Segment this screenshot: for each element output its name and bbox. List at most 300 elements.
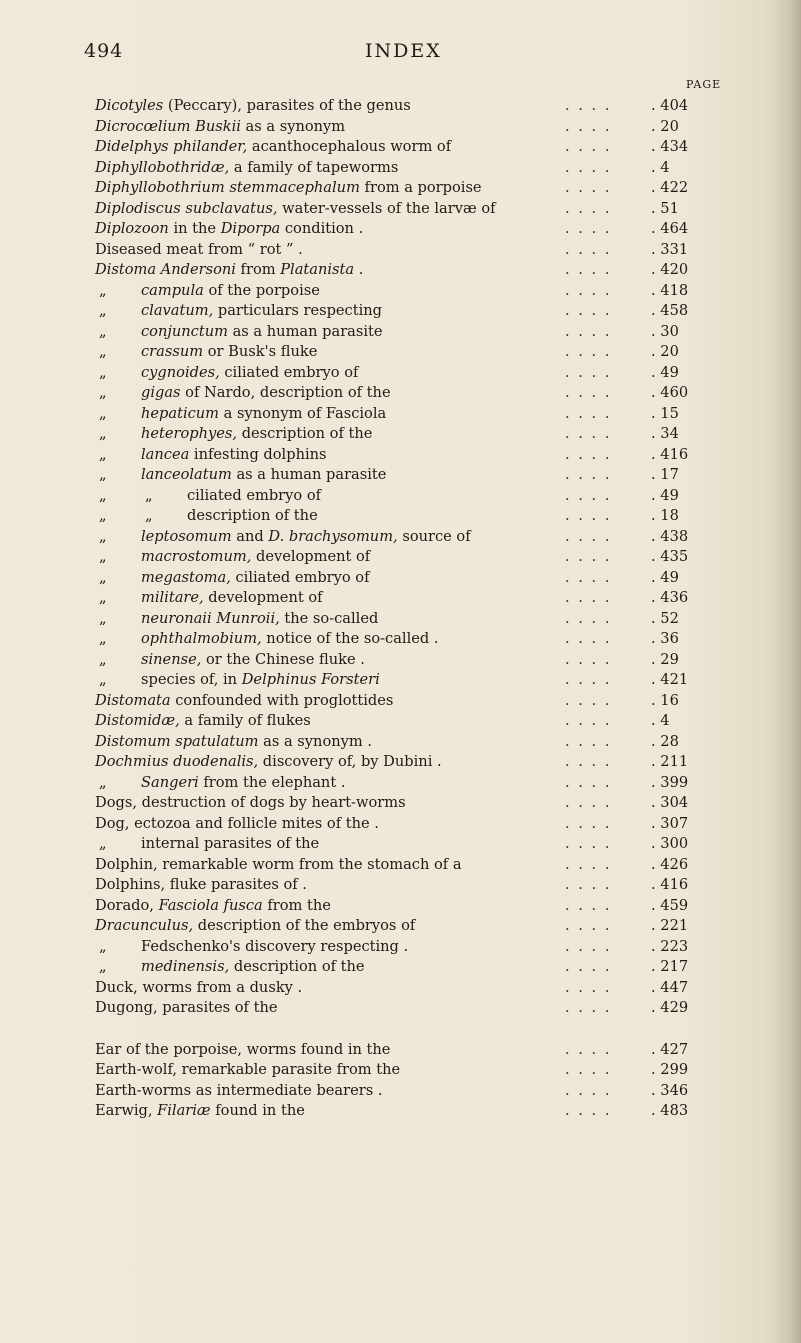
- entry-text: [95, 937, 408, 958]
- leader-dots: . . . .: [565, 1061, 612, 1078]
- entry-page-number: . 304: [651, 794, 689, 811]
- entry-italic-term: crassum: [141, 343, 204, 360]
- index-entry: [95, 281, 695, 302]
- index-entry: [95, 240, 695, 261]
- index-entry: [95, 998, 695, 1019]
- entry-text-part: Dugong, parasites of the: [95, 999, 278, 1016]
- ditto-mark: „: [145, 486, 153, 504]
- index-entry: [95, 547, 695, 568]
- index-entry: [95, 773, 695, 794]
- page-title: INDEX: [365, 40, 442, 62]
- entry-page-number: . 211: [651, 753, 689, 770]
- index-entry: [95, 1101, 695, 1122]
- entry-text-part: of the porpoise: [203, 281, 320, 299]
- entry-text-part: Earwig,: [95, 1102, 158, 1119]
- leader-dots: . . . .: [565, 322, 612, 340]
- entry-text-part: Dorado,: [95, 896, 159, 914]
- index-entry: [95, 691, 695, 712]
- entry-italic-term: Dracunculus,: [95, 917, 194, 934]
- entry-text-part: Dog, ectozoa and follicle mites of the .: [95, 814, 379, 832]
- leader-dots: . . . .: [565, 486, 612, 504]
- ditto-mark: „: [145, 507, 153, 524]
- entry-text-part: the so-called: [279, 609, 379, 627]
- entry-text: [95, 670, 380, 691]
- ditto-mark: „: [99, 507, 107, 524]
- index-entry: [95, 301, 695, 322]
- ditto-mark: „: [99, 568, 107, 586]
- entry-text-part: Diseased meat from “ rot ” .: [95, 240, 303, 258]
- entry-page-number: . 52: [651, 609, 679, 627]
- leader-dots: . . . .: [565, 158, 612, 176]
- entry-page-number: . 49: [651, 568, 679, 586]
- entry-page-number: . 436: [651, 589, 689, 606]
- page-number: 494: [84, 40, 124, 62]
- entry-italic-term: medinensis,: [141, 958, 230, 975]
- ditto-mark: „: [99, 650, 107, 668]
- entry-text: [95, 260, 363, 281]
- ditto-mark: „: [99, 302, 107, 319]
- leader-dots: . . . .: [565, 302, 612, 319]
- ditto-mark: „: [99, 384, 107, 401]
- entry-text-part: Fedschenko's discovery respecting .: [141, 937, 409, 955]
- entry-text-part: Dogs, destruction of dogs by heart-worms: [95, 794, 406, 811]
- leader-dots: . . . .: [565, 814, 612, 832]
- entry-text: [95, 137, 451, 158]
- entry-page-number: . 416: [651, 445, 689, 463]
- entry-text-part: of Nardo, description of the: [180, 384, 391, 401]
- leader-dots: . . . .: [565, 999, 612, 1016]
- entry-text: [95, 793, 406, 814]
- leader-dots: . . . .: [565, 507, 612, 524]
- entry-text: [95, 1101, 305, 1122]
- entry-text-part: confounded with proglottides: [170, 691, 394, 709]
- entry-page-number: . 458: [651, 302, 689, 319]
- entry-text: [95, 158, 398, 179]
- entry-text-part: Dolphin, remarkable worm from the stomach of a: [95, 855, 462, 873]
- ditto-mark: „: [99, 404, 107, 422]
- leader-dots: . . . .: [565, 609, 612, 627]
- leader-dots: . . . .: [565, 753, 612, 770]
- index-entry: [95, 711, 695, 732]
- index-entry: [95, 486, 695, 507]
- entry-text-part: ciliated embryo of: [187, 486, 322, 504]
- entry-page-number: . 34: [651, 425, 679, 442]
- ditto-mark: „: [99, 835, 107, 852]
- index-entries: [95, 96, 695, 1122]
- leader-dots: . . . .: [565, 794, 612, 811]
- leader-dots: . . . .: [565, 937, 612, 955]
- entry-text-part: ciliated embryo of: [230, 568, 370, 586]
- index-entry: [95, 752, 695, 773]
- entry-text-part: discovery of, by Dubini .: [258, 753, 442, 770]
- index-entry: [95, 137, 695, 158]
- entry-text: [95, 547, 370, 568]
- entry-italic-term: Distomidæ,: [95, 712, 180, 729]
- entry-page-number: . 30: [651, 322, 679, 340]
- entry-italic-term: Diplodiscus subclavatus,: [95, 199, 278, 217]
- entry-page-number: . 18: [651, 507, 679, 524]
- index-entry: [95, 445, 695, 466]
- ditto-mark: „: [99, 527, 107, 545]
- entry-page-number: . 299: [651, 1061, 689, 1078]
- entry-text-part: as a human parasite: [231, 466, 387, 483]
- index-entry: [95, 465, 695, 486]
- index-entry: [95, 178, 695, 199]
- entry-italic-term: neuronaii Munroii,: [141, 609, 280, 627]
- entry-text-part: description of the: [187, 507, 318, 524]
- ditto-mark: „: [99, 589, 107, 606]
- ditto-mark: „: [99, 548, 107, 565]
- entry-italic-term: Diplozoon: [95, 220, 169, 237]
- index-entry: [95, 855, 695, 876]
- entry-text-part: Earth-wolf, remarkable parasite from the: [95, 1061, 401, 1078]
- ditto-mark: „: [99, 281, 107, 299]
- entry-text: [95, 1060, 400, 1081]
- index-entry: [95, 978, 695, 999]
- entry-italic-term: Sangeri: [141, 773, 199, 791]
- index-entry: [95, 875, 695, 896]
- entry-italic-term: campula: [141, 281, 204, 299]
- index-entry: [95, 404, 695, 425]
- entry-page-number: . 4: [651, 712, 670, 729]
- entry-text: [95, 322, 383, 343]
- entry-italic-term: Distomata: [95, 691, 171, 709]
- ditto-mark: „: [99, 609, 107, 627]
- index-entry: [95, 609, 695, 630]
- entry-italic-term: militare,: [141, 589, 204, 606]
- entry-text-part: description of the: [237, 425, 373, 442]
- leader-dots: . . . .: [565, 958, 612, 975]
- entry-page-number: . 483: [651, 1102, 689, 1119]
- entry-page-number: . 464: [651, 220, 689, 237]
- entry-italic-term: Platanista: [280, 261, 355, 278]
- entry-page-number: . 36: [651, 630, 679, 647]
- entry-text: [95, 998, 277, 1019]
- entry-text-part: notice of the so-called .: [261, 630, 439, 647]
- entry-page-number: . 460: [651, 384, 689, 401]
- leader-dots: . . . .: [565, 917, 612, 934]
- entry-text: [95, 240, 303, 261]
- leader-dots: . . . .: [565, 138, 612, 155]
- entry-text: [95, 834, 319, 855]
- ditto-mark: „: [99, 322, 107, 340]
- entry-text-part: from the elephant .: [198, 773, 346, 791]
- entry-text: [95, 629, 439, 650]
- ditto-mark: „: [99, 466, 107, 483]
- entry-page-number: . 404: [651, 97, 689, 114]
- entry-text-part: particulars respecting: [213, 302, 382, 319]
- leader-dots: . . . .: [565, 978, 612, 996]
- entry-italic-term: Filariæ: [157, 1102, 211, 1119]
- entry-text: [95, 445, 327, 466]
- entry-text-part: a family of flukes: [179, 712, 311, 729]
- leader-dots: . . . .: [565, 261, 612, 278]
- entry-page-number: . 300: [651, 835, 689, 852]
- entry-text-part: .: [354, 261, 364, 278]
- entry-page-number: . 427: [651, 1040, 689, 1058]
- entry-text: [95, 978, 302, 999]
- entry-text: [95, 855, 462, 876]
- entry-page-number: . 223: [651, 937, 689, 955]
- index-entry: [95, 117, 695, 138]
- entry-page-number: . 422: [651, 179, 689, 196]
- entry-text: [95, 281, 320, 302]
- leader-dots: . . . .: [565, 691, 612, 709]
- leader-dots: . . . .: [565, 220, 612, 237]
- entry-text: [95, 732, 372, 753]
- leader-dots: . . . .: [565, 1102, 612, 1119]
- entry-text-part: or the Chinese fluke .: [201, 650, 365, 668]
- entry-text-part: and: [231, 527, 269, 545]
- entry-text-part: a family of tapeworms: [229, 158, 399, 176]
- entry-italic-term: Diporpa: [220, 220, 281, 237]
- index-entry: [95, 732, 695, 753]
- ditto-mark: „: [99, 937, 107, 955]
- entry-text: [95, 219, 363, 240]
- leader-dots: . . . .: [565, 548, 612, 565]
- index-entry: [95, 650, 695, 671]
- leader-dots: . . . .: [565, 1081, 612, 1099]
- entry-text-part: as a synonym: [240, 117, 346, 135]
- entry-text: [95, 363, 358, 384]
- page-header: [0, 40, 801, 70]
- entry-text-part: infesting dolphins: [189, 445, 327, 463]
- entry-text-part: source of: [397, 527, 471, 545]
- leader-dots: . . . .: [565, 281, 612, 299]
- entry-page-number: . 49: [651, 486, 679, 504]
- entry-text: [95, 383, 391, 404]
- entry-page-number: . 17: [651, 466, 679, 483]
- entry-italic-term: Distomum spatulatum: [95, 732, 259, 750]
- entry-text: [95, 342, 317, 363]
- entry-page-number: . 416: [651, 876, 689, 893]
- index-entry: [95, 957, 695, 978]
- entry-text: [95, 568, 370, 589]
- entry-italic-term: conjunctum: [141, 322, 228, 340]
- entry-italic-term: heterophyes,: [141, 425, 238, 442]
- leader-dots: . . . .: [565, 630, 612, 647]
- leader-dots: . . . .: [565, 855, 612, 873]
- leader-dots: . . . .: [565, 773, 612, 791]
- index-entry: [95, 814, 695, 835]
- entry-italic-term: Diphyllobothridæ,: [95, 158, 230, 176]
- entry-page-number: . 16: [651, 691, 679, 709]
- entry-text: [95, 486, 321, 507]
- entry-text: [95, 96, 411, 117]
- entry-page-number: . 4: [651, 158, 670, 176]
- entry-italic-term: ophthalmobium,: [141, 630, 262, 647]
- ditto-mark: „: [99, 363, 107, 381]
- leader-dots: . . . .: [565, 404, 612, 422]
- entry-text-part: from the: [262, 896, 331, 914]
- entry-italic-term: Dochmius duodenalis,: [95, 753, 259, 770]
- entry-text-part: description of the embryos of: [193, 917, 416, 934]
- entry-text-part: from: [235, 261, 281, 278]
- leader-dots: . . . .: [565, 343, 612, 360]
- leader-dots: . . . .: [565, 363, 612, 381]
- entry-text: [95, 424, 372, 445]
- entry-italic-term: megastoma,: [141, 568, 231, 586]
- entry-text-part: ciliated embryo of: [219, 363, 359, 381]
- entry-text: [95, 506, 318, 527]
- entry-italic-term: sinense,: [141, 650, 202, 668]
- entry-text-part: description of the: [229, 958, 365, 975]
- ditto-mark: „: [99, 958, 107, 975]
- entry-text: [95, 896, 331, 917]
- entry-italic-term: Distoma Andersoni: [95, 261, 236, 278]
- index-entry: [95, 1060, 695, 1081]
- entry-text-part: acanthocephalous worm of: [247, 138, 452, 155]
- entry-text: [95, 117, 345, 138]
- ditto-mark: „: [99, 671, 107, 688]
- entry-text-part: condition .: [280, 220, 364, 237]
- entry-page-number: . 434: [651, 138, 689, 155]
- ditto-mark: „: [99, 486, 107, 504]
- entry-page-number: . 331: [651, 240, 689, 258]
- entry-text: [95, 465, 386, 486]
- entry-italic-term: Fasciola fusca: [158, 896, 263, 914]
- index-entry: [95, 1081, 695, 1102]
- leader-dots: . . . .: [565, 240, 612, 258]
- entry-text-part: development of: [203, 589, 323, 606]
- leader-dots: . . . .: [565, 650, 612, 668]
- leader-dots: . . . .: [565, 466, 612, 483]
- entry-italic-term: leptosomum: [141, 527, 232, 545]
- entry-page-number: . 29: [651, 650, 679, 668]
- entry-italic-term: clavatum,: [141, 302, 214, 319]
- entry-text: [95, 588, 323, 609]
- entry-italic-term: gigas: [141, 384, 181, 401]
- entry-text: [95, 1081, 382, 1102]
- entry-text: [95, 957, 365, 978]
- entry-italic-term: Delphinus Forsteri: [241, 671, 380, 688]
- entry-text: [95, 404, 386, 425]
- leader-dots: . . . .: [565, 835, 612, 852]
- entry-text: [95, 875, 307, 896]
- leader-dots: . . . .: [565, 97, 612, 114]
- entry-page-number: . 438: [651, 527, 689, 545]
- index-entry: [95, 588, 695, 609]
- entry-page-number: . 447: [651, 978, 689, 996]
- entry-text: [95, 609, 378, 630]
- leader-dots: . . . .: [565, 712, 612, 729]
- entry-italic-term: Dicrocœlium Buskii: [95, 117, 241, 135]
- leader-dots: . . . .: [565, 732, 612, 750]
- leader-dots: . . . .: [565, 568, 612, 586]
- index-entry: [95, 937, 695, 958]
- entry-text-part: or Busk's fluke: [203, 343, 318, 360]
- entry-text: [95, 1040, 390, 1061]
- page-column-label: PAGE: [686, 78, 722, 91]
- entry-text-part: water-vessels of the larvæ of: [277, 199, 496, 217]
- ditto-mark: „: [99, 343, 107, 360]
- entry-page-number: . 399: [651, 773, 689, 791]
- index-entry: [95, 506, 695, 527]
- leader-dots: . . . .: [565, 671, 612, 688]
- entry-text-part: Ear of the porpoise, worms found in the: [95, 1040, 391, 1058]
- entry-text-part: development of: [251, 548, 371, 565]
- entry-page-number: . 221: [651, 917, 689, 934]
- entry-italic-term: D. brachysomum,: [268, 527, 398, 545]
- entry-italic-term: cygnoides,: [141, 363, 220, 381]
- entry-text: [95, 752, 442, 773]
- entry-text-part: Dolphins, fluke parasites of .: [95, 876, 307, 893]
- entry-page-number: . 49: [651, 363, 679, 381]
- leader-dots: . . . .: [565, 199, 612, 217]
- index-entry: [95, 219, 695, 240]
- entry-italic-term: lanceolatum: [141, 466, 232, 483]
- index-entry: [95, 896, 695, 917]
- ditto-mark: „: [99, 445, 107, 463]
- entry-text-part: as a synonym .: [258, 732, 372, 750]
- leader-dots: . . . .: [565, 117, 612, 135]
- entry-text-part: found in the: [210, 1102, 305, 1119]
- index-entry: [95, 363, 695, 384]
- entry-text-part: in the: [168, 220, 221, 237]
- index-entry: [95, 342, 695, 363]
- entry-page-number: . 346: [651, 1081, 689, 1099]
- entry-page-number: . 20: [651, 343, 679, 360]
- entry-text: [95, 301, 382, 322]
- index-entry: [95, 199, 695, 220]
- leader-dots: . . . .: [565, 896, 612, 914]
- entry-page-number: . 418: [651, 281, 689, 299]
- index-entry: [95, 568, 695, 589]
- index-entry: [95, 527, 695, 548]
- leader-dots: . . . .: [565, 589, 612, 606]
- entry-text-part: a synonym of Fasciola: [219, 404, 387, 422]
- entry-text-part: as a human parasite: [227, 322, 383, 340]
- entry-italic-term: macrostomum,: [141, 548, 252, 565]
- index-entry: [95, 1040, 695, 1061]
- entry-text: [95, 527, 471, 548]
- entry-text: [95, 691, 393, 712]
- entry-text: [95, 199, 496, 220]
- leader-dots: . . . .: [565, 179, 612, 196]
- page-edge-shadow: [771, 0, 801, 1343]
- entry-text: [95, 773, 345, 794]
- leader-dots: . . . .: [565, 425, 612, 442]
- entry-text: [95, 178, 482, 199]
- index-entry: [95, 629, 695, 650]
- ditto-mark: „: [99, 630, 107, 647]
- index-entry: [95, 834, 695, 855]
- entry-text-part: Duck, worms from a dusky .: [95, 978, 303, 996]
- index-entry: [95, 383, 695, 404]
- entry-text-part: Earth-worms as intermediate bearers .: [95, 1081, 383, 1099]
- entry-text: [95, 650, 365, 671]
- entry-italic-term: Didelphys philander,: [95, 138, 248, 155]
- entry-text: [95, 711, 311, 732]
- entry-text-part: (Peccary), parasites of the genus: [163, 97, 411, 114]
- entry-text-part: from a porpoise: [359, 179, 482, 196]
- entry-italic-term: Diphyllobothrium stemmacephalum: [95, 179, 360, 196]
- entry-page-number: . 217: [651, 958, 689, 975]
- entry-page-number: . 420: [651, 261, 689, 278]
- ditto-mark: „: [99, 425, 107, 442]
- entry-page-number: . 421: [651, 671, 689, 688]
- entry-text: [95, 814, 379, 835]
- entry-italic-term: lancea: [141, 445, 190, 463]
- index-entry: [95, 96, 695, 117]
- index-entry: [95, 670, 695, 691]
- leader-dots: . . . .: [565, 876, 612, 893]
- entry-page-number: . 15: [651, 404, 679, 422]
- entry-page-number: . 20: [651, 117, 679, 135]
- leader-dots: . . . .: [565, 384, 612, 401]
- entry-text: [95, 916, 415, 937]
- leader-dots: . . . .: [565, 1040, 612, 1058]
